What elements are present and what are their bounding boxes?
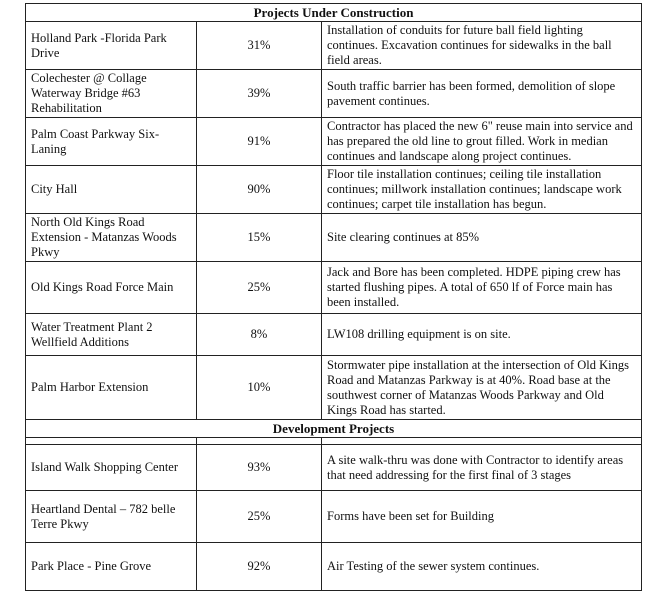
project-name: Holland Park -Florida Park Drive [26,22,197,70]
percent-complete: 8% [197,314,322,356]
project-name: Heartland Dental – 782 belle Terre Pkwy [26,491,197,543]
project-name: Old Kings Road Force Main [26,262,197,314]
percent-complete: 91% [197,118,322,166]
status-text: Stormwater pipe installation at the intersection of Old Kings Road and Matanzas Parkway is at 40%. Road base at the southwest corner of Matanzas Woods Parkway and Old Kings Road has started. [322,356,642,420]
projects-status-table [25,3,642,591]
project-name: North Old Kings Road Extension - Matanzas Woods Pkwy [26,214,197,262]
percent-complete: 39% [197,70,322,118]
status-text: Contractor has placed the new 6" reuse main into service and has prepared the old line to grout filled. Work in median continues and landscape along project continues. [322,118,642,166]
construction-heading: Projects Under Construction [26,4,642,22]
status-text: Floor tile installation continues; ceiling tile installation continues; millwork installation continues; landscape work continues; carpet tile installation has begun. [322,166,642,214]
status-text: Jack and Bore has been completed. HDPE piping crew has started flushing pipes. A total of 650 lf of Force main has been installed. [322,262,642,314]
status-text: Site clearing continues at 85% [322,214,642,262]
table-row [26,491,642,543]
percent-complete: 93% [197,445,322,491]
table-row [26,262,642,314]
table-row [26,214,642,262]
project-name: Palm Harbor Extension [26,356,197,420]
project-name: Colechester @ Collage Waterway Bridge #63 Rehabilitation [26,70,197,118]
project-name: Palm Coast Parkway Six-Laning [26,118,197,166]
status-text: A site walk-thru was done with Contractor to identify areas that need addressing for the first final of 3 stages [322,445,642,491]
percent-complete: 92% [197,543,322,591]
table-row [26,356,642,420]
table-row [26,70,642,118]
status-text: Forms have been set for Building [322,491,642,543]
table-row [26,314,642,356]
percent-complete: 31% [197,22,322,70]
development-heading: Development Projects [26,420,642,438]
table-row [26,118,642,166]
project-name: Park Place - Pine Grove [26,543,197,591]
percent-complete: 25% [197,491,322,543]
percent-complete: 10% [197,356,322,420]
percent-complete: 15% [197,214,322,262]
status-text: South traffic barrier has been formed, demolition of slope pavement continues. [322,70,642,118]
table-row [26,543,642,591]
percent-complete: 25% [197,262,322,314]
project-name: Water Treatment Plant 2 Wellfield Additions [26,314,197,356]
status-text: Installation of conduits for future ball field lighting continues. Excavation continues for sidewalks in the ball field areas. [322,22,642,70]
project-name: Island Walk Shopping Center [26,445,197,491]
status-text: LW108 drilling equipment is on site. [322,314,642,356]
table-row [26,166,642,214]
table-row [26,22,642,70]
status-text: Air Testing of the sewer system continues. [322,543,642,591]
project-name: City Hall [26,166,197,214]
table-row [26,445,642,491]
percent-complete: 90% [197,166,322,214]
